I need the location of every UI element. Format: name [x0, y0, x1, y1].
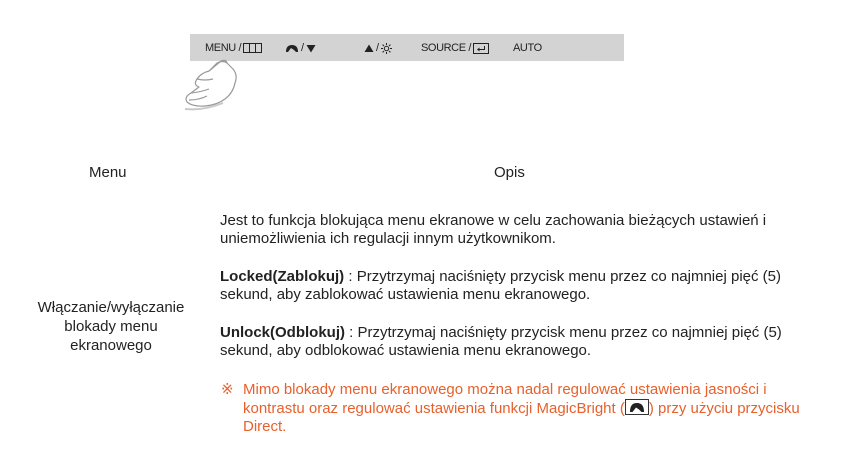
- up-brightness-button[interactable]: [364, 42, 392, 54]
- locked-paragraph: [220, 268, 810, 304]
- source-button-label: SOURCE /: [421, 42, 471, 54]
- columns-icon: [243, 43, 262, 53]
- enter-icon: [473, 43, 489, 54]
- brightness-icon: [381, 43, 392, 54]
- note-asterisk-icon: ※: [221, 381, 234, 398]
- menu-button[interactable]: [205, 42, 262, 54]
- menu-item-name-line: ekranowego: [70, 337, 152, 354]
- monitor-button-panel: [190, 34, 624, 61]
- unlock-title: Unlock(Odblokuj): [220, 324, 345, 341]
- menu-item-name-line: Włączanie/wyłączanie: [37, 299, 185, 316]
- menu-column-header: Menu: [89, 164, 127, 181]
- unlock-paragraph: [220, 324, 810, 360]
- magicbright-down-button[interactable]: [285, 42, 316, 54]
- auto-button[interactable]: [513, 42, 542, 54]
- magicbright-icon: [285, 44, 299, 53]
- separator-slash: /: [301, 42, 304, 54]
- intro-paragraph: Jest to funkcja blokująca menu ekranowe w celu zachowania bieżących ustawień i uniemożliwienia ich regulacji innym użytkownikom.: [220, 212, 767, 247]
- separator-slash: /: [376, 42, 379, 54]
- description-column-header: Opis: [494, 164, 525, 181]
- source-enter-button[interactable]: [421, 42, 489, 54]
- note-paragraph: [243, 381, 803, 436]
- hand-pointer-icon: [183, 59, 247, 111]
- up-triangle-icon: [364, 44, 374, 53]
- note-text-part2: ): [648, 400, 654, 417]
- down-triangle-icon: [306, 44, 316, 53]
- menu-button-label: MENU /: [205, 42, 242, 54]
- menu-item-name: [22, 298, 200, 355]
- locked-text: : Przytrzymaj naciśnięty przycisk menu przez co najmniej pięć (5) sekund, aby zablokować ustawienia menu ekranowego.: [220, 268, 781, 303]
- unlock-text: : Przytrzymaj naciśnięty przycisk menu przez co najmniej pięć (5) sekund, aby odblokować ustawienia menu ekranowego.: [220, 324, 782, 359]
- locked-title: Locked(Zablokuj): [220, 268, 345, 285]
- auto-button-label: AUTO: [513, 42, 542, 54]
- note-text-part3: przy użyciu przycisku Direct.: [243, 400, 800, 435]
- magicbright-icon: [625, 399, 649, 415]
- note-text-part1: Mimo blokady menu ekranowego można nadal regulować ustawienia jasności i kontrastu oraz regulować ustawienia funkcji MagicBright (: [243, 381, 767, 417]
- menu-item-name-line: blokady menu: [64, 318, 158, 335]
